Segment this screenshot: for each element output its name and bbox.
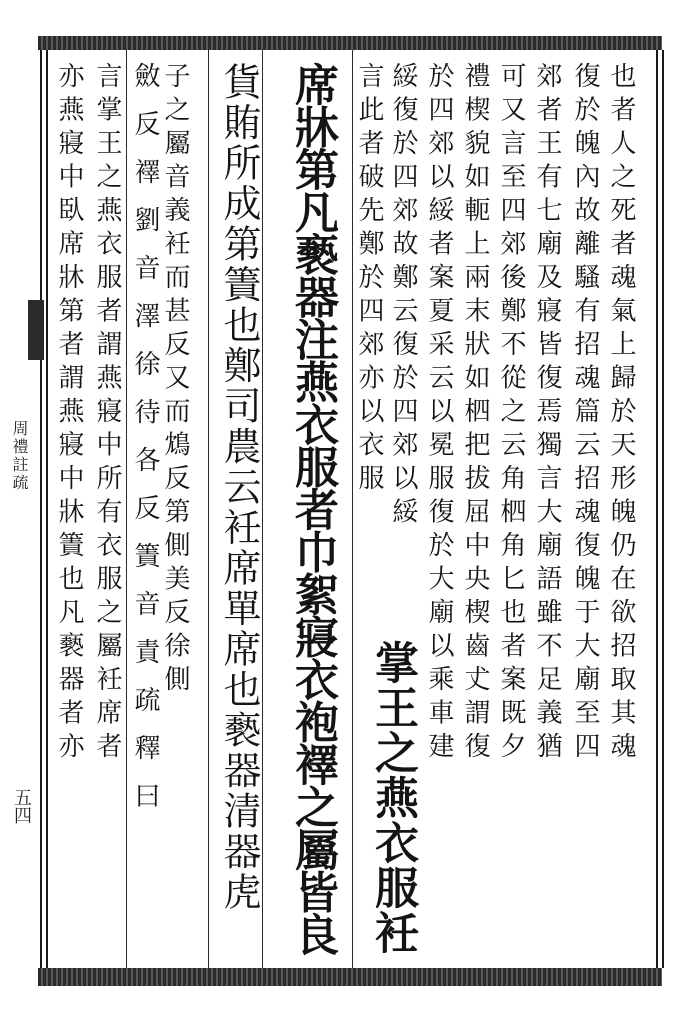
column-divider <box>352 50 353 968</box>
text-column-11: 子之屬音義衽而甚反又而鴆反第側美反徐側 <box>160 62 190 699</box>
text-column-10: 貨賄所成第簀也鄭司農云衽席單席也褻器清器虎 <box>217 62 261 913</box>
text-column-5: 禮楔貌如軛上兩末狀如柶把拔屈中央楔齒𠀋謂復 <box>460 62 490 766</box>
right-frame-line-outer <box>662 50 664 968</box>
text-column-4: 可又言至四郊後鄭不從之云角柶角匕也者案既夕 <box>496 62 526 766</box>
text-column-7: 綏復於四郊故鄭云復於四郊以綏 <box>388 62 418 531</box>
left-frame-line-outer <box>40 50 42 968</box>
classic-text-heading-2: 席牀第凡褻器注燕衣服者巾絮寢衣袍襗之屬皆良 <box>287 62 338 955</box>
text-column-3: 郊者王有七廟及寢皆復焉獨言大廟語雖不足義猶 <box>532 62 562 766</box>
right-frame-line <box>656 50 658 968</box>
column-divider <box>262 50 263 968</box>
left-frame-line <box>46 50 48 968</box>
column-divider <box>126 50 127 968</box>
text-column-12: 斂反襗劉音澤徐待各反簀音責疏釋曰 <box>130 62 160 830</box>
text-column-1: 也者人之死者魂氣上歸於天形魄仍在欲招取其魂 <box>606 62 636 766</box>
column-divider <box>208 50 209 968</box>
classic-text-heading-1: 掌王之燕衣服衽 <box>367 640 418 955</box>
text-column-13: 言掌王之燕衣服者謂燕寢中所有衣服之屬衽席者 <box>92 62 122 766</box>
folio-number: 五四 <box>11 788 32 824</box>
top-border-rule <box>38 36 662 50</box>
bottom-border-rule <box>38 968 662 986</box>
margin-book-title: 周禮註疏 <box>10 420 29 492</box>
text-column-2: 復於魄內故離騷有招魂篇云招魂復魄于大廟至四 <box>570 62 600 766</box>
fishtail-ear-mark <box>28 300 44 360</box>
text-column-14: 亦燕寢中臥席牀第者謂燕寢中牀簀也凡褻器者亦 <box>54 62 84 766</box>
text-column-8: 言此者破先鄭於四郊亦以衣服 <box>354 62 384 498</box>
text-column-6: 於四郊以綏者案夏采云以冕服復於大廟以乘車建 <box>424 62 454 766</box>
